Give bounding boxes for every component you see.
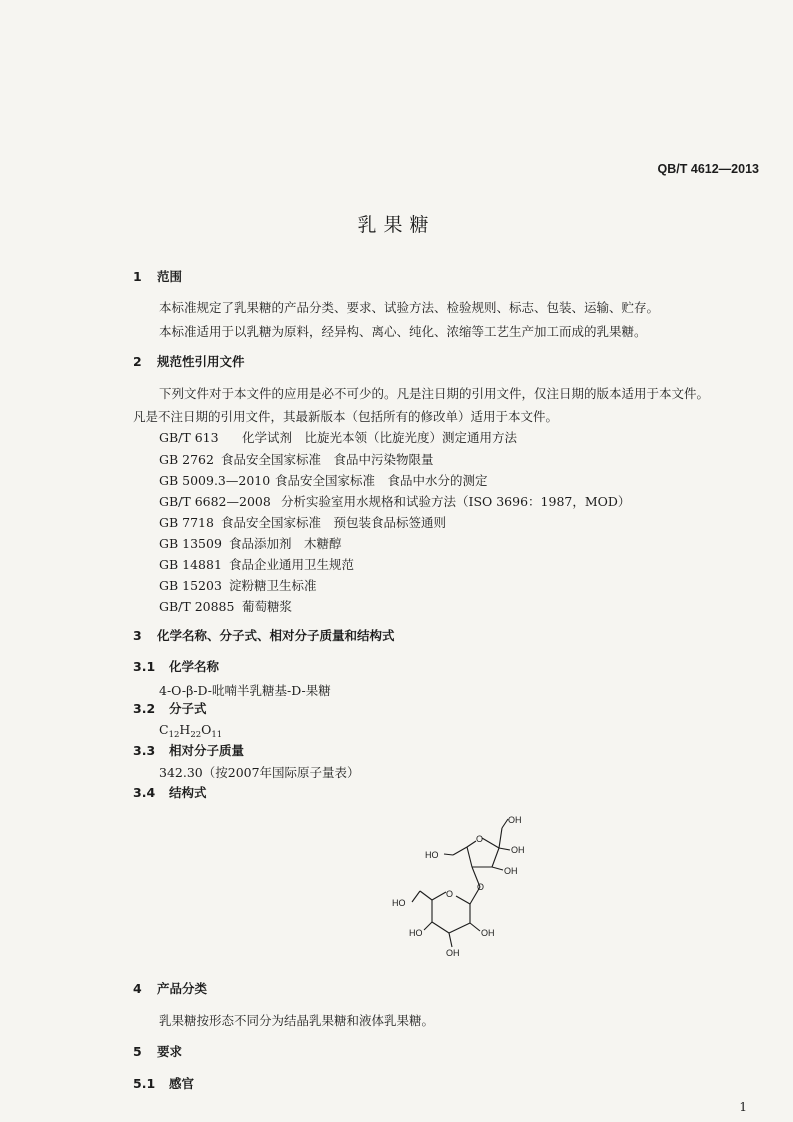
reference-code: GB 2762 [159, 452, 214, 467]
ho-label: HO [425, 850, 439, 860]
section-title: 要求 [157, 1044, 183, 1059]
formula-element: O [201, 722, 212, 737]
reference-title: 食品安全国家标准 食品中污染物限量 [221, 452, 434, 467]
section-number: 3.1 [133, 659, 156, 674]
paragraph: 下列文件对于本文件的应用是必不可少的。凡是注日期的引用文件，仅注日期的版本适用于本文件。 [159, 386, 710, 401]
section-number: 2 [133, 354, 142, 369]
section-number: 3.2 [133, 701, 156, 716]
reference-code: GB 14881 [159, 557, 222, 572]
chemical-name: 4-O-β-D-吡喃半乳糖基-D-果糖 [159, 683, 331, 698]
subsection-3-1-heading [133, 657, 219, 675]
reference-title: 分析实验室用水规格和试验方法（ISO 3696：1987，MOD） [281, 494, 631, 509]
reference-item [159, 576, 317, 594]
reference-title: 葡萄糖浆 [242, 599, 293, 614]
reference-item [159, 450, 434, 468]
paragraph: 本标准适用于以乳糖为原料，经异构、离心、纯化、浓缩等工艺生产加工而成的乳果糖。 [159, 324, 647, 339]
glycosidic-oxygen-label: O [477, 882, 485, 892]
reference-title: 食品安全国家标准 预包装食品标签通则 [221, 515, 447, 530]
section-number: 1 [133, 269, 142, 284]
oh-label: OH [481, 928, 495, 938]
molecular-mass: 342.30（按2007年国际原子量表） [159, 765, 360, 780]
section-title: 相对分子质量 [169, 743, 245, 758]
section-number: 4 [133, 981, 142, 996]
paragraph: 本标准规定了乳果糖的产品分类、要求、试验方法、检验规则、标志、包装、运输、贮存。 [159, 300, 660, 315]
paragraph: 乳果糖按形态不同分为结晶乳果糖和液体乳果糖。 [159, 1013, 435, 1028]
reference-title: 化学试剂 比旋光本领（比旋光度）测定通用方法 [242, 430, 518, 445]
section-4-heading [133, 979, 207, 997]
oh-label: OH [511, 845, 525, 855]
document-title: 乳果糖 [357, 214, 436, 236]
formula-subscript: 12 [168, 730, 180, 740]
section-number: 3.3 [133, 743, 156, 758]
section-title: 规范性引用文件 [157, 354, 245, 369]
section-title: 化学名称 [169, 659, 220, 674]
formula-element: H [179, 722, 191, 737]
section-title: 感官 [169, 1076, 195, 1091]
reference-item [159, 471, 488, 489]
reference-title: 食品安全国家标准 食品中水分的测定 [275, 473, 488, 488]
subsection-3-4-heading [133, 783, 207, 801]
page-number: 1 [739, 1100, 747, 1114]
reference-code: GB 7718 [159, 515, 214, 530]
section-number: 3 [133, 628, 142, 643]
oh-label: OH [446, 948, 460, 958]
reference-code: GB 5009.3—2010 [159, 473, 271, 488]
reference-code: GB/T 613 [159, 430, 219, 445]
molecular-formula [159, 722, 222, 740]
reference-code: GB 15203 [159, 578, 222, 593]
reference-item [159, 513, 446, 531]
reference-item [159, 492, 630, 510]
reference-title: 食品添加剂 木糖醇 [229, 536, 342, 551]
section-number: 5 [133, 1044, 142, 1059]
ho-label: HO [392, 898, 406, 908]
oh-label: OH [504, 866, 518, 876]
lactulose-structure-diagram [380, 805, 560, 965]
reference-code: GB/T 6682—2008 [159, 494, 271, 509]
section-5-heading [133, 1042, 182, 1060]
section-number: 5.1 [133, 1076, 156, 1091]
oh-label: OH [508, 815, 522, 825]
formula-subscript: 11 [211, 730, 223, 740]
subsection-3-2-heading [133, 699, 207, 717]
ring-oxygen-label: O [476, 834, 484, 844]
section-title: 化学名称、分子式、相对分子质量和结构式 [157, 628, 395, 643]
reference-title: 食品企业通用卫生规范 [229, 557, 355, 572]
reference-item [159, 534, 342, 552]
formula-subscript: 22 [190, 730, 202, 740]
section-2-heading [133, 352, 245, 370]
reference-item [159, 428, 517, 446]
structure-bonds [412, 819, 510, 947]
ho-label: HO [409, 928, 423, 938]
reference-title: 淀粉糖卫生标准 [229, 578, 317, 593]
section-title: 分子式 [169, 701, 207, 716]
reference-code: GB/T 20885 [159, 599, 235, 614]
section-title: 产品分类 [157, 981, 208, 996]
section-number: 3.4 [133, 785, 156, 800]
reference-item [159, 597, 292, 615]
paragraph-continued: 凡是不注日期的引用文件，其最新版本（包括所有的修改单）适用于本文件。 [133, 409, 559, 424]
subsection-5-1-heading [133, 1074, 194, 1092]
section-title: 结构式 [169, 785, 207, 800]
ring-oxygen-label: O [446, 889, 454, 899]
section-title: 范围 [157, 269, 183, 284]
formula-element: C [159, 722, 169, 737]
section-1-heading [133, 267, 182, 285]
section-3-heading [133, 626, 395, 644]
subsection-3-3-heading [133, 741, 244, 759]
reference-item [159, 555, 354, 573]
standard-number: QB/T 4612—2013 [657, 162, 759, 176]
reference-code: GB 13509 [159, 536, 222, 551]
